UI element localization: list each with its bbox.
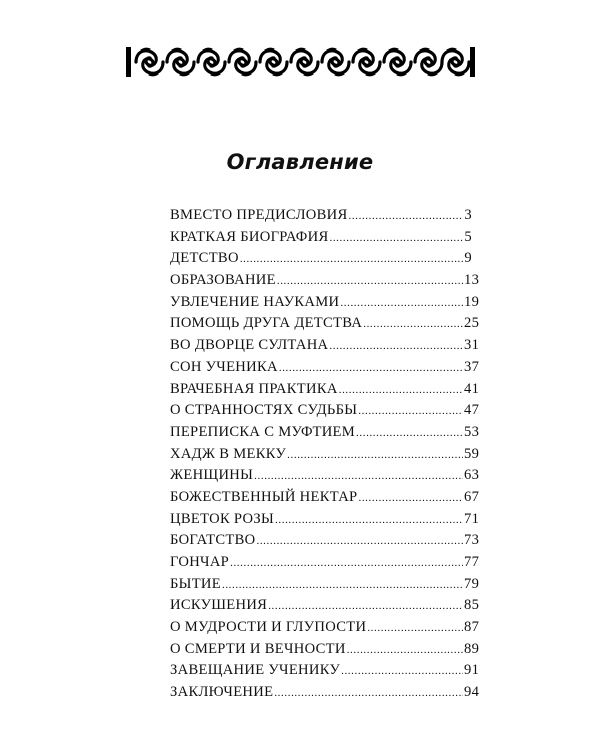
toc-entry-title: О МУДРОСТИ И ГЛУПОСТИ xyxy=(170,619,367,636)
toc-entry-title: ЦВЕТОК РОЗЫ xyxy=(170,510,275,527)
toc-entry-title: ХАДЖ В МЕККУ xyxy=(170,445,287,462)
toc-entry xyxy=(170,313,480,335)
toc-entry xyxy=(170,248,472,270)
toc-entry xyxy=(170,509,480,531)
dot-leader xyxy=(363,314,463,336)
toc-entry-title: ВО ДВОРЦЕ СУЛТАНА xyxy=(170,337,329,354)
toc-page-number: 89 xyxy=(464,640,480,657)
toc-entry xyxy=(170,660,480,682)
dot-leader xyxy=(358,488,463,510)
toc-entry xyxy=(170,639,480,661)
toc-entry-title: БОЖЕСТВЕННЫЙ НЕКТАР xyxy=(170,488,358,505)
table-of-contents xyxy=(170,205,480,704)
toc-entry-title: КРАТКАЯ БИОГРАФИЯ xyxy=(170,228,329,245)
toc-page-number: 85 xyxy=(464,597,480,614)
dot-leader xyxy=(287,445,463,467)
toc-entry xyxy=(170,574,480,596)
toc-page-number: 53 xyxy=(464,423,480,440)
dot-leader xyxy=(329,336,463,358)
toc-page-number: 79 xyxy=(464,575,480,592)
toc-page-number: 3 xyxy=(464,207,472,223)
dot-leader xyxy=(275,510,463,532)
toc-entry-title: УВЛЕЧЕНИЕ НАУКАМИ xyxy=(170,293,340,310)
toc-page-number: 91 xyxy=(464,662,480,679)
toc-entry-title: ОБРАЗОВАНИЕ xyxy=(170,272,276,289)
toc-entry-title: ВМЕСТО ПРЕДИСЛОВИЯ xyxy=(170,207,348,223)
toc-entry xyxy=(170,552,480,574)
dot-leader xyxy=(349,206,463,228)
dot-leader xyxy=(356,423,463,445)
dot-leader xyxy=(254,466,463,488)
dot-leader xyxy=(279,358,463,380)
toc-entry xyxy=(170,227,472,249)
toc-entry xyxy=(170,292,480,314)
toc-page-number: 41 xyxy=(464,380,480,397)
toc-entry xyxy=(170,530,480,552)
toc-entry xyxy=(170,444,480,466)
toc-page-number: 5 xyxy=(464,228,472,245)
toc-entry xyxy=(170,270,480,292)
toc-page-number: 71 xyxy=(464,510,480,527)
dot-leader xyxy=(339,380,463,402)
toc-entry-title: БОГАТСТВО xyxy=(170,532,256,549)
toc-page-number: 47 xyxy=(464,402,480,419)
toc-entry-title: ВРАЧЕБНАЯ ПРАКТИКА xyxy=(170,380,338,397)
toc-page-number: 31 xyxy=(464,337,480,354)
dot-leader xyxy=(268,596,463,618)
dot-leader xyxy=(367,618,463,640)
dot-leader xyxy=(341,661,463,683)
toc-entry xyxy=(170,422,480,444)
page-title: Оглавление xyxy=(226,150,374,174)
toc-entry-title: ПЕРЕПИСКА С МУФТИЕМ xyxy=(170,423,356,440)
toc-entry xyxy=(170,205,472,227)
dot-leader xyxy=(277,271,463,293)
dot-leader xyxy=(256,531,463,553)
toc-entry-title: О СМЕРТИ И ВЕЧНОСТИ xyxy=(170,640,346,657)
dot-leader xyxy=(240,249,463,271)
toc-entry xyxy=(170,465,480,487)
scroll-ornament-icon xyxy=(126,45,475,79)
toc-entry-title: ЗАВЕЩАНИЕ УЧЕНИКУ xyxy=(170,662,341,679)
toc-page-number: 67 xyxy=(464,488,480,505)
toc-entry-title: ЖЕНЩИНЫ xyxy=(170,467,254,484)
dot-leader xyxy=(340,293,463,315)
toc-page-number: 59 xyxy=(464,445,480,462)
toc-page-number: 37 xyxy=(464,358,480,375)
toc-entry-title: ЗАКЛЮЧЕНИЕ xyxy=(170,684,274,701)
toc-entry-title: О СТРАННОСТЯХ СУДЬБЫ xyxy=(170,402,358,419)
toc-page-number: 87 xyxy=(464,619,480,636)
toc-entry xyxy=(170,379,480,401)
toc-entry xyxy=(170,595,480,617)
toc-entry-title: СОН УЧЕНИКА xyxy=(170,358,278,375)
dot-leader xyxy=(230,553,463,575)
toc-entry xyxy=(170,487,480,509)
toc-entry-title: БЫТИЕ xyxy=(170,575,221,592)
toc-page-number: 94 xyxy=(464,684,480,701)
dot-leader xyxy=(347,640,463,662)
toc-page-number: 73 xyxy=(464,532,480,549)
toc-page-number: 9 xyxy=(464,250,472,267)
dot-leader xyxy=(222,575,463,597)
dot-leader xyxy=(329,228,463,250)
dot-leader xyxy=(274,683,463,705)
toc-entry xyxy=(170,617,480,639)
toc-entry xyxy=(170,400,480,422)
dot-leader xyxy=(358,401,463,423)
toc-entry-title: ДЕТСТВО xyxy=(170,250,239,267)
toc-page-number: 63 xyxy=(464,467,480,484)
toc-page-number: 13 xyxy=(464,272,480,289)
toc-entry-title: ПОМОЩЬ ДРУГА ДЕТСТВА xyxy=(170,315,363,332)
toc-entry xyxy=(170,682,480,704)
toc-page-number: 25 xyxy=(464,315,480,332)
toc-entry-title: ИСКУШЕНИЯ xyxy=(170,597,268,614)
toc-page-number: 77 xyxy=(464,554,480,570)
toc-entry xyxy=(170,357,480,379)
toc-entry xyxy=(170,335,480,357)
toc-page-number: 19 xyxy=(464,293,480,310)
toc-entry-title: ГОНЧАР xyxy=(170,554,230,570)
